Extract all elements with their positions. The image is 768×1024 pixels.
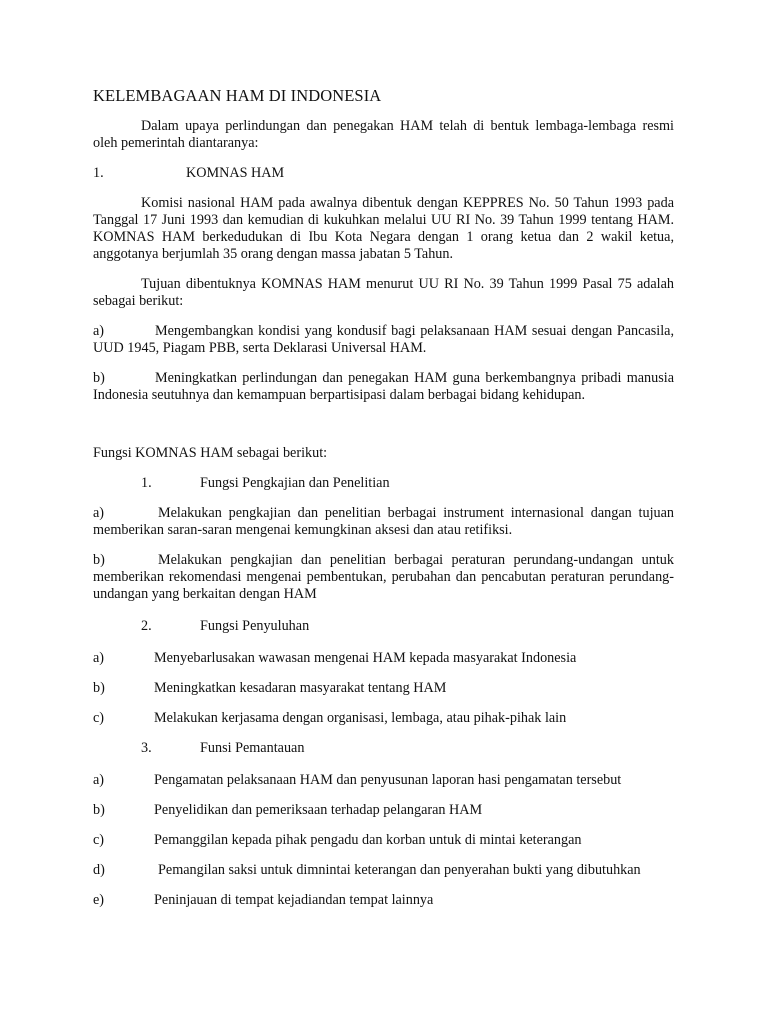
list-marker: c) [93, 710, 105, 726]
function-number: 1. [141, 475, 152, 491]
function-2-item-c [93, 710, 674, 727]
list-item-text: Meningkatkan perlindungan dan penegakan HAM guna berkembangnya pribadi manusia Indonesia seutuhnya dan kemampuan berpartisipasi dalam berbagai bidang kehidupan. [93, 370, 674, 403]
function-1-item-a [93, 505, 674, 539]
list-marker: b) [93, 802, 105, 818]
list-marker: a) [93, 650, 105, 666]
list-item-text: Menyebarlusakan wawasan mengenai HAM kepada masyarakat Indonesia [154, 650, 577, 666]
function-1-heading [93, 475, 674, 492]
list-marker: b) [93, 370, 105, 386]
list-item-text: Mengembangkan kondisi yang kondusif bagi pelaksanaan HAM sesuai dengan Pancasila, UUD 1945, Piagam PBB, serta Deklarasi Universal HAM. [93, 323, 674, 356]
list-marker: a) [93, 772, 105, 788]
function-title: Fungsi Penyuluhan [200, 618, 310, 634]
list-item-text: Pengamatan pelaksanaan HAM dan penyusunan laporan hasi pengamatan tersebut [154, 772, 622, 788]
section-number: 1. [93, 165, 104, 181]
function-1-item-b [93, 552, 674, 603]
goal-item-a [93, 323, 674, 357]
goal-item-b [93, 370, 674, 404]
function-title: Fungsi Pengkajian dan Penelitian [200, 475, 390, 491]
list-item-text: Pemanggilan kepada pihak pengadu dan korban untuk di mintai keterangan [154, 832, 582, 848]
list-item-text: Penyelidikan dan pemeriksaan terhadap pelangaran HAM [154, 802, 483, 818]
komnas-description-paragraph: Komisi nasional HAM pada awalnya dibentuk dengan KEPPRES No. 50 Tahun 1993 pada Tanggal 17 Juni 1993 dan kemudian di kukuhkan melalui UU RI No. 39 Tahun 1999 tentang HAM. KOMNAS HAM berkedudukan di Ibu Kota Negara dengan 1 orang ketua dan 2 wakil ketua, anggotanya berjumlah 35 orang dengan massa jabatan 5 Tahun. [93, 195, 674, 262]
function-3-item-d [93, 862, 674, 879]
function-2-item-a [93, 650, 674, 667]
function-2-item-b [93, 680, 674, 697]
function-number: 3. [141, 740, 152, 756]
functions-intro: Fungsi KOMNAS HAM sebagai berikut: [93, 445, 328, 461]
document-title: KELEMBAGAAN HAM DI INDONESIA [93, 86, 382, 105]
list-item-text: Peninjauan di tempat kejadiandan tempat lainnya [154, 892, 434, 908]
intro-paragraph: Dalam upaya perlindungan dan penegakan HAM telah di bentuk lembaga-lembaga resmi oleh pemerintah diantaranya: [93, 118, 674, 151]
list-marker: a) [93, 505, 105, 521]
function-3-item-e [93, 892, 674, 909]
function-number: 2. [141, 618, 152, 634]
function-3-heading [93, 740, 674, 757]
list-item-text: Pemangilan saksi untuk dimnintai keterangan dan penyerahan bukti yang dibutuhkan [158, 862, 641, 878]
list-item-text: Melakukan pengkajian dan penelitian berbagai peraturan perundang-undangan untuk memberikan rekomendasi mengenai pembentukan, perubahan dan pencabutan peraturan perundang-undangan yang berkaitan dengan HAM [93, 552, 674, 602]
document-page [93, 86, 674, 909]
list-item-text: Melakukan pengkajian dan penelitian berbagai instrument internasional dangan tujuan memberikan saran-saran mengenai kemungkinan aksesi dan atau retifiksi. [93, 505, 674, 538]
list-marker: c) [93, 832, 105, 848]
section-title: KOMNAS HAM [186, 165, 285, 181]
section-1-heading [93, 165, 674, 182]
list-marker: d) [93, 862, 105, 878]
function-2-heading [93, 618, 674, 635]
function-3-item-a [93, 772, 674, 789]
function-3-item-b [93, 802, 674, 819]
list-marker: b) [93, 552, 105, 568]
function-3-item-c [93, 832, 674, 849]
list-marker: a) [93, 323, 105, 339]
list-item-text: Meningkatkan kesadaran masyarakat tentang HAM [154, 680, 447, 696]
komnas-goals-intro-paragraph: Tujuan dibentuknya KOMNAS HAM menurut UU RI No. 39 Tahun 1999 Pasal 75 adalah sebagai berikut: [93, 276, 674, 309]
list-item-text: Melakukan kerjasama dengan organisasi, lembaga, atau pihak-pihak lain [154, 710, 567, 726]
list-marker: b) [93, 680, 105, 696]
function-title: Funsi Pemantauan [200, 740, 305, 756]
list-marker: e) [93, 892, 105, 908]
